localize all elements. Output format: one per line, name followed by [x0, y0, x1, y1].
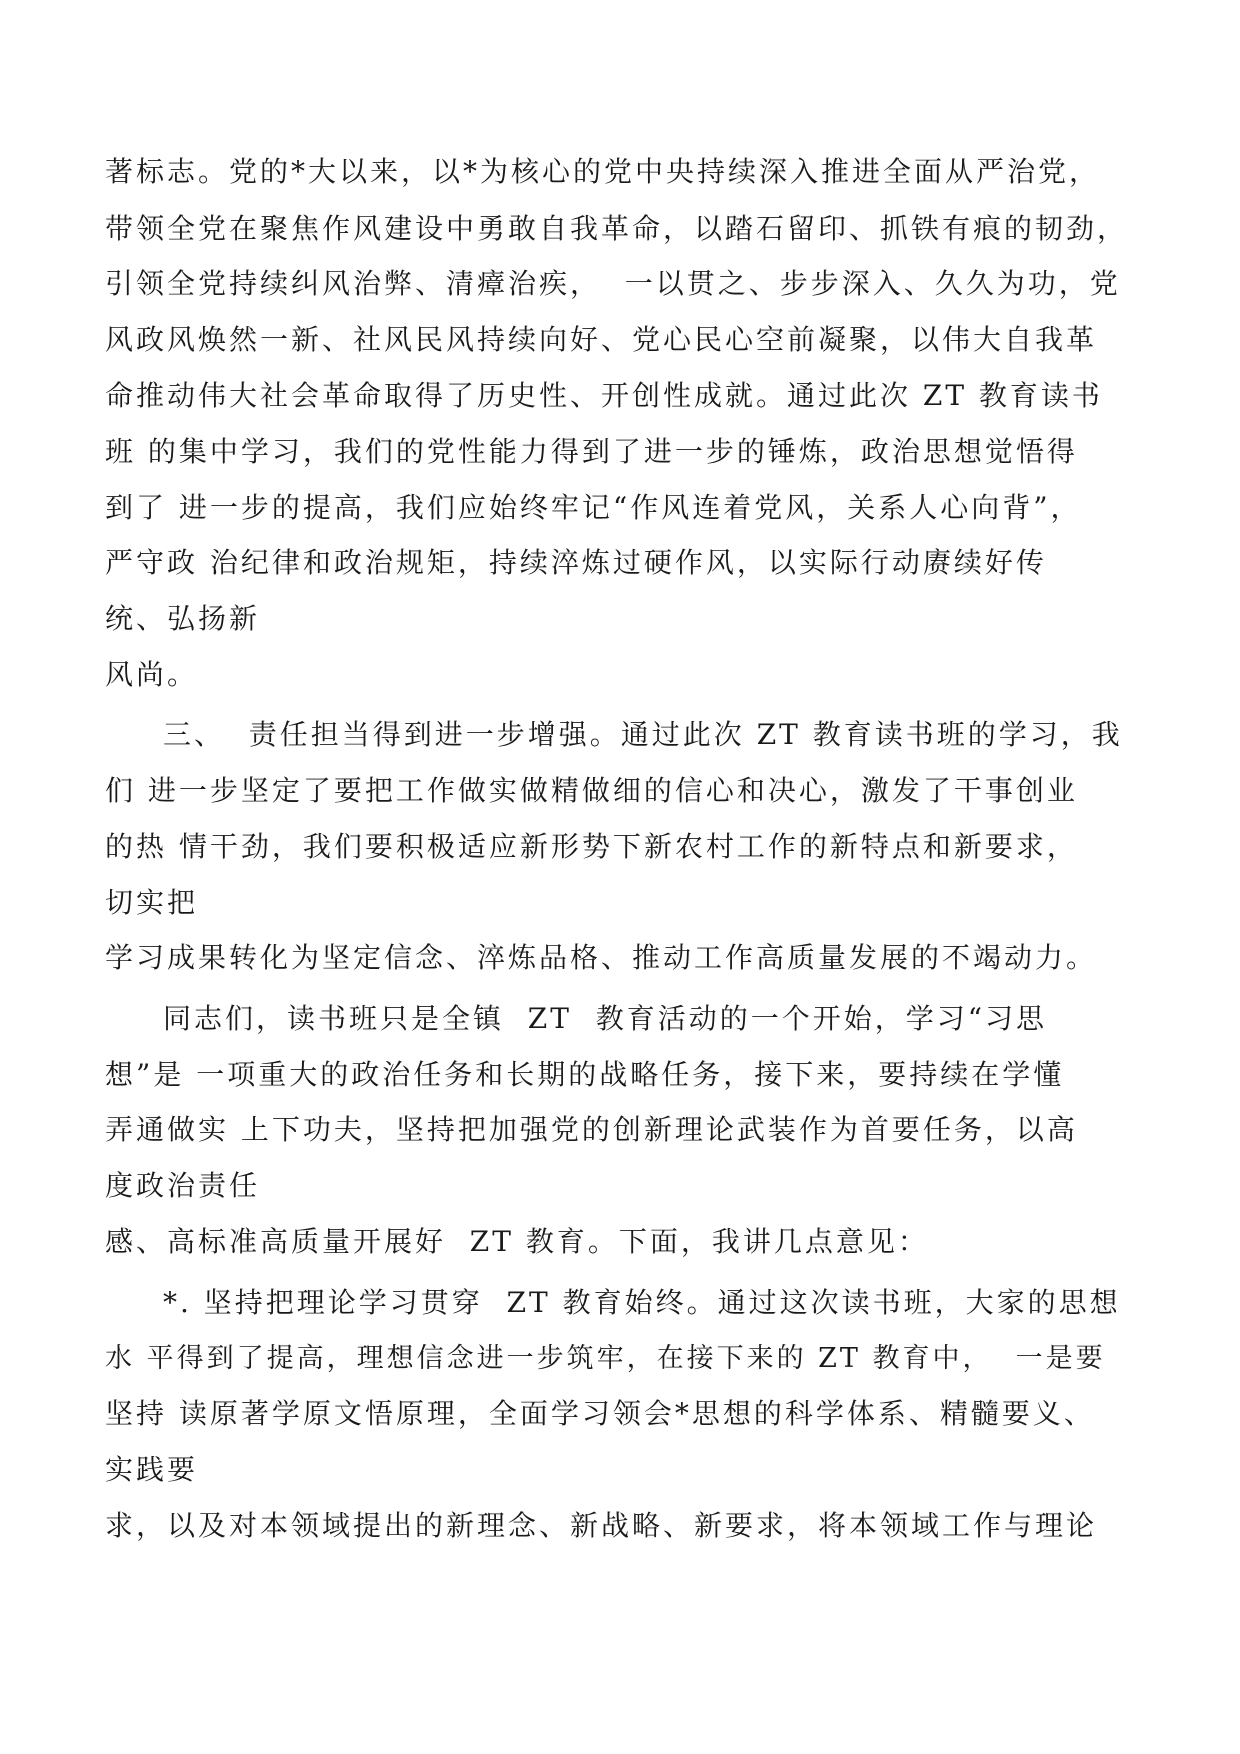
body-text-line: 的热 情干劲，我们要积极适应新形势下新农村工作的新特点和新要求， — [105, 830, 1078, 863]
body-text-line: 们 进一步坚定了要把工作做实做精做细的信心和决心，激发了干事创业 — [105, 774, 1078, 807]
body-text-line: 水 平得到了提高，理想信念进一步筑牢，在接下来的 ZT 教育中， 一是要 — [105, 1343, 1106, 1374]
body-text-line: 弄通做实 上下功夫，坚持把加强党的创新理论武装作为首要任务，以高 — [105, 1113, 1078, 1146]
body-text-line: 学习成果转化为坚定信念、淬炼品格、推动工作高质量发展的不竭动力。 — [105, 941, 1098, 974]
body-text-line: 引领全党持续纠风治弊、清瘴治疾， 一以贯之、步步深入、久久为功，党 — [105, 267, 1121, 300]
paragraph-start-line: 同志们，读书班只是全镇 ZT 教育活动的一个开始，学习“习思 — [163, 1002, 1048, 1035]
body-text-line: 统、弘扬新 — [105, 602, 261, 635]
section-heading-line: 三、 责任担当得到进一步增强。通过此次 ZT 教育读书班的学习，我 — [163, 718, 1123, 751]
body-text-line: 带领全党在聚焦作风建设中勇敢自我革命，以踏石留印、抓铁有痕的韧劲， — [105, 212, 1129, 245]
body-text-line: 命推动伟大社会革命取得了历史性、开创性成就。通过此次 ZT 教育读书 — [105, 379, 1103, 412]
body-text-line: 到了 进一步的提高，我们应始终牢记“作风连着党风，关系人心向背”， — [105, 491, 1082, 524]
body-text-line: 切实把 — [105, 886, 199, 919]
body-text-line: 感、高标准高质量开展好 ZT 教育。下面，我讲几点意见： — [105, 1225, 929, 1258]
body-text-line: 风尚。 — [105, 658, 199, 691]
section-heading-line: *. 坚持把理论学习贯穿 ZT 教育始终。通过这次读书班，大家的思想 — [163, 1286, 1121, 1319]
body-text-line: 班 的集中学习，我们的党性能力得到了进一步的锤炼，政治思想觉悟得 — [105, 435, 1078, 468]
body-text-line: 严守政 治纪律和政治规矩，持续淬炼过硬作风，以实际行动赓续好传 — [105, 546, 1047, 579]
body-text-line: 实践要 — [105, 1453, 199, 1486]
body-text-line: 度政治责任 — [105, 1169, 261, 1202]
body-text-line: 坚持 读原著学原文悟原理，全面学习领会*思想的科学体系、精髓要义、 — [105, 1397, 1095, 1430]
body-text-line: 求，以及对本领域提出的新理念、新战略、新要求，将本领域工作与理论 — [105, 1509, 1098, 1542]
body-text-line: 想”是 一项重大的政治任务和长期的战略任务，接下来，要持续在学懂 — [105, 1058, 1065, 1091]
body-text-line: 风政风焕然一新、社风民风持续向好、党心民心空前凝聚，以伟大自我革 — [105, 323, 1098, 356]
body-text-line: 著标志。党的*大以来，以*为核心的党中央持续深入推进全面从严治党， — [105, 155, 1101, 188]
